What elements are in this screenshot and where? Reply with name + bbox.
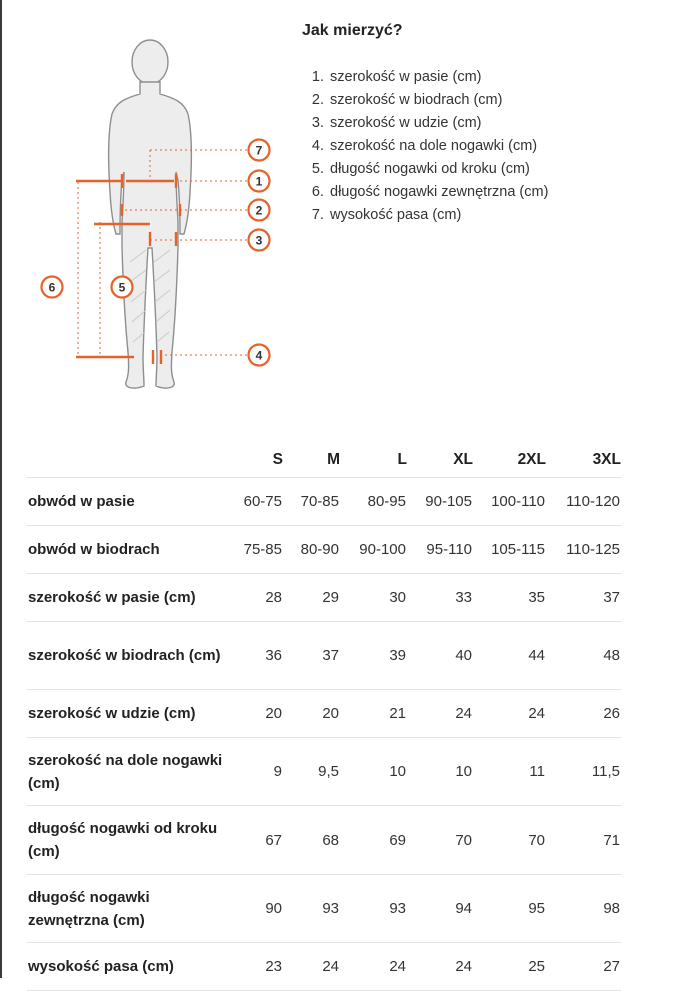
table-cell: 90-105 xyxy=(407,478,473,526)
table-cell: 44 xyxy=(473,622,546,690)
svg-text:5: 5 xyxy=(118,280,126,295)
table-cell: 33 xyxy=(407,574,473,622)
table-cell: 70 xyxy=(407,806,473,875)
table-cell: 48 xyxy=(546,622,621,690)
row-label: szerokość w pasie (cm) xyxy=(27,574,233,622)
marker-5 xyxy=(112,277,133,298)
header-size-l: L xyxy=(340,441,407,478)
marker-2 xyxy=(249,200,270,221)
marker-7 xyxy=(249,140,270,161)
svg-text:1: 1 xyxy=(255,174,263,189)
table-cell: 35 xyxy=(473,574,546,622)
marker-1 xyxy=(249,171,270,192)
table-cell: 95-110 xyxy=(407,526,473,574)
table-row xyxy=(27,526,621,574)
table-cell: 24 xyxy=(407,943,473,991)
table-cell: 69 xyxy=(340,806,407,875)
table-cell: 60-75 xyxy=(233,478,283,526)
row-label: obwód w biodrach xyxy=(27,526,233,574)
header-size-2xl: 2XL xyxy=(473,441,546,478)
svg-text:7: 7 xyxy=(255,143,263,158)
row-label: szerokość w biodrach (cm) xyxy=(27,622,233,690)
table-cell: 25 xyxy=(473,943,546,991)
row-label: wysokość pasa (cm) xyxy=(27,943,233,991)
size-chart-table xyxy=(27,441,621,991)
how-to-measure-title: Jak mierzyć? xyxy=(302,22,403,39)
table-cell: 28 xyxy=(233,574,283,622)
table-cell: 23 xyxy=(233,943,283,991)
row-label: długość nogawki zewnętrzna (cm) xyxy=(27,875,233,943)
table-cell: 11,5 xyxy=(546,738,621,806)
size-header-row xyxy=(27,441,621,478)
table-cell: 10 xyxy=(407,738,473,806)
table-row xyxy=(27,806,621,875)
table-cell: 29 xyxy=(283,574,340,622)
table-row xyxy=(27,690,621,738)
table-cell: 37 xyxy=(283,622,340,690)
table-cell: 68 xyxy=(283,806,340,875)
table-row xyxy=(27,875,621,943)
svg-text:6: 6 xyxy=(48,280,56,295)
table-cell: 20 xyxy=(233,690,283,738)
guide-item: 6. długość nogawki zewnętrzna (cm) xyxy=(328,181,548,204)
table-cell: 80-95 xyxy=(340,478,407,526)
row-label: obwód w pasie xyxy=(27,478,233,526)
table-row xyxy=(27,622,621,690)
table-cell: 100-110 xyxy=(473,478,546,526)
header-size-s: S xyxy=(233,441,283,478)
table-row xyxy=(27,478,621,526)
marker-6 xyxy=(42,277,63,298)
table-cell: 40 xyxy=(407,622,473,690)
table-cell: 11 xyxy=(473,738,546,806)
marker-3 xyxy=(249,230,270,251)
svg-text:2: 2 xyxy=(255,203,263,218)
table-cell: 93 xyxy=(283,875,340,943)
table-cell: 10 xyxy=(340,738,407,806)
row-label: szerokość w udzie (cm) xyxy=(27,690,233,738)
measurement-figure xyxy=(30,22,290,412)
guide-item: 2. szerokość w biodrach (cm) xyxy=(328,89,548,112)
table-cell: 21 xyxy=(340,690,407,738)
header-size-m: M xyxy=(283,441,340,478)
guide-item: 7. wysokość pasa (cm) xyxy=(328,204,548,227)
guide-item: 5. długość nogawki od kroku (cm) xyxy=(328,158,548,181)
table-row xyxy=(27,738,621,806)
row-label: długość nogawki od kroku (cm) xyxy=(27,806,233,875)
table-cell: 75-85 xyxy=(233,526,283,574)
table-cell: 90 xyxy=(233,875,283,943)
header-label-cell xyxy=(27,441,233,478)
table-cell: 24 xyxy=(283,943,340,991)
guide-item: 3. szerokość w udzie (cm) xyxy=(328,112,548,135)
table-cell: 98 xyxy=(546,875,621,943)
svg-text:4: 4 xyxy=(255,348,263,363)
table-cell: 93 xyxy=(340,875,407,943)
table-cell: 110-125 xyxy=(546,526,621,574)
table-cell: 70-85 xyxy=(283,478,340,526)
svg-text:3: 3 xyxy=(255,233,263,248)
table-cell: 9,5 xyxy=(283,738,340,806)
header-size-3xl: 3XL xyxy=(546,441,621,478)
table-cell: 9 xyxy=(233,738,283,806)
table-cell: 26 xyxy=(546,690,621,738)
table-cell: 95 xyxy=(473,875,546,943)
measurement-guide-list xyxy=(306,66,548,227)
table-cell: 20 xyxy=(283,690,340,738)
body-silhouette-illustration xyxy=(30,22,290,412)
table-cell: 37 xyxy=(546,574,621,622)
table-cell: 90-100 xyxy=(340,526,407,574)
row-label: szerokość na dole nogawki (cm) xyxy=(27,738,233,806)
table-cell: 67 xyxy=(233,806,283,875)
table-cell: 27 xyxy=(546,943,621,991)
marker-4 xyxy=(249,345,270,366)
table-cell: 71 xyxy=(546,806,621,875)
window-left-edge xyxy=(0,0,2,978)
table-cell: 30 xyxy=(340,574,407,622)
table-cell: 24 xyxy=(473,690,546,738)
table-cell: 39 xyxy=(340,622,407,690)
table-cell: 24 xyxy=(340,943,407,991)
table-row xyxy=(27,574,621,622)
table-row xyxy=(27,943,621,991)
header-size-xl: XL xyxy=(407,441,473,478)
table-cell: 70 xyxy=(473,806,546,875)
table-cell: 105-115 xyxy=(473,526,546,574)
table-cell: 24 xyxy=(407,690,473,738)
guide-item: 4. szerokość na dole nogawki (cm) xyxy=(328,135,548,158)
table-cell: 94 xyxy=(407,875,473,943)
guide-item: 1. szerokość w pasie (cm) xyxy=(328,66,548,89)
figure-head xyxy=(132,40,168,84)
table-cell: 36 xyxy=(233,622,283,690)
table-cell: 80-90 xyxy=(283,526,340,574)
table-cell: 110-120 xyxy=(546,478,621,526)
